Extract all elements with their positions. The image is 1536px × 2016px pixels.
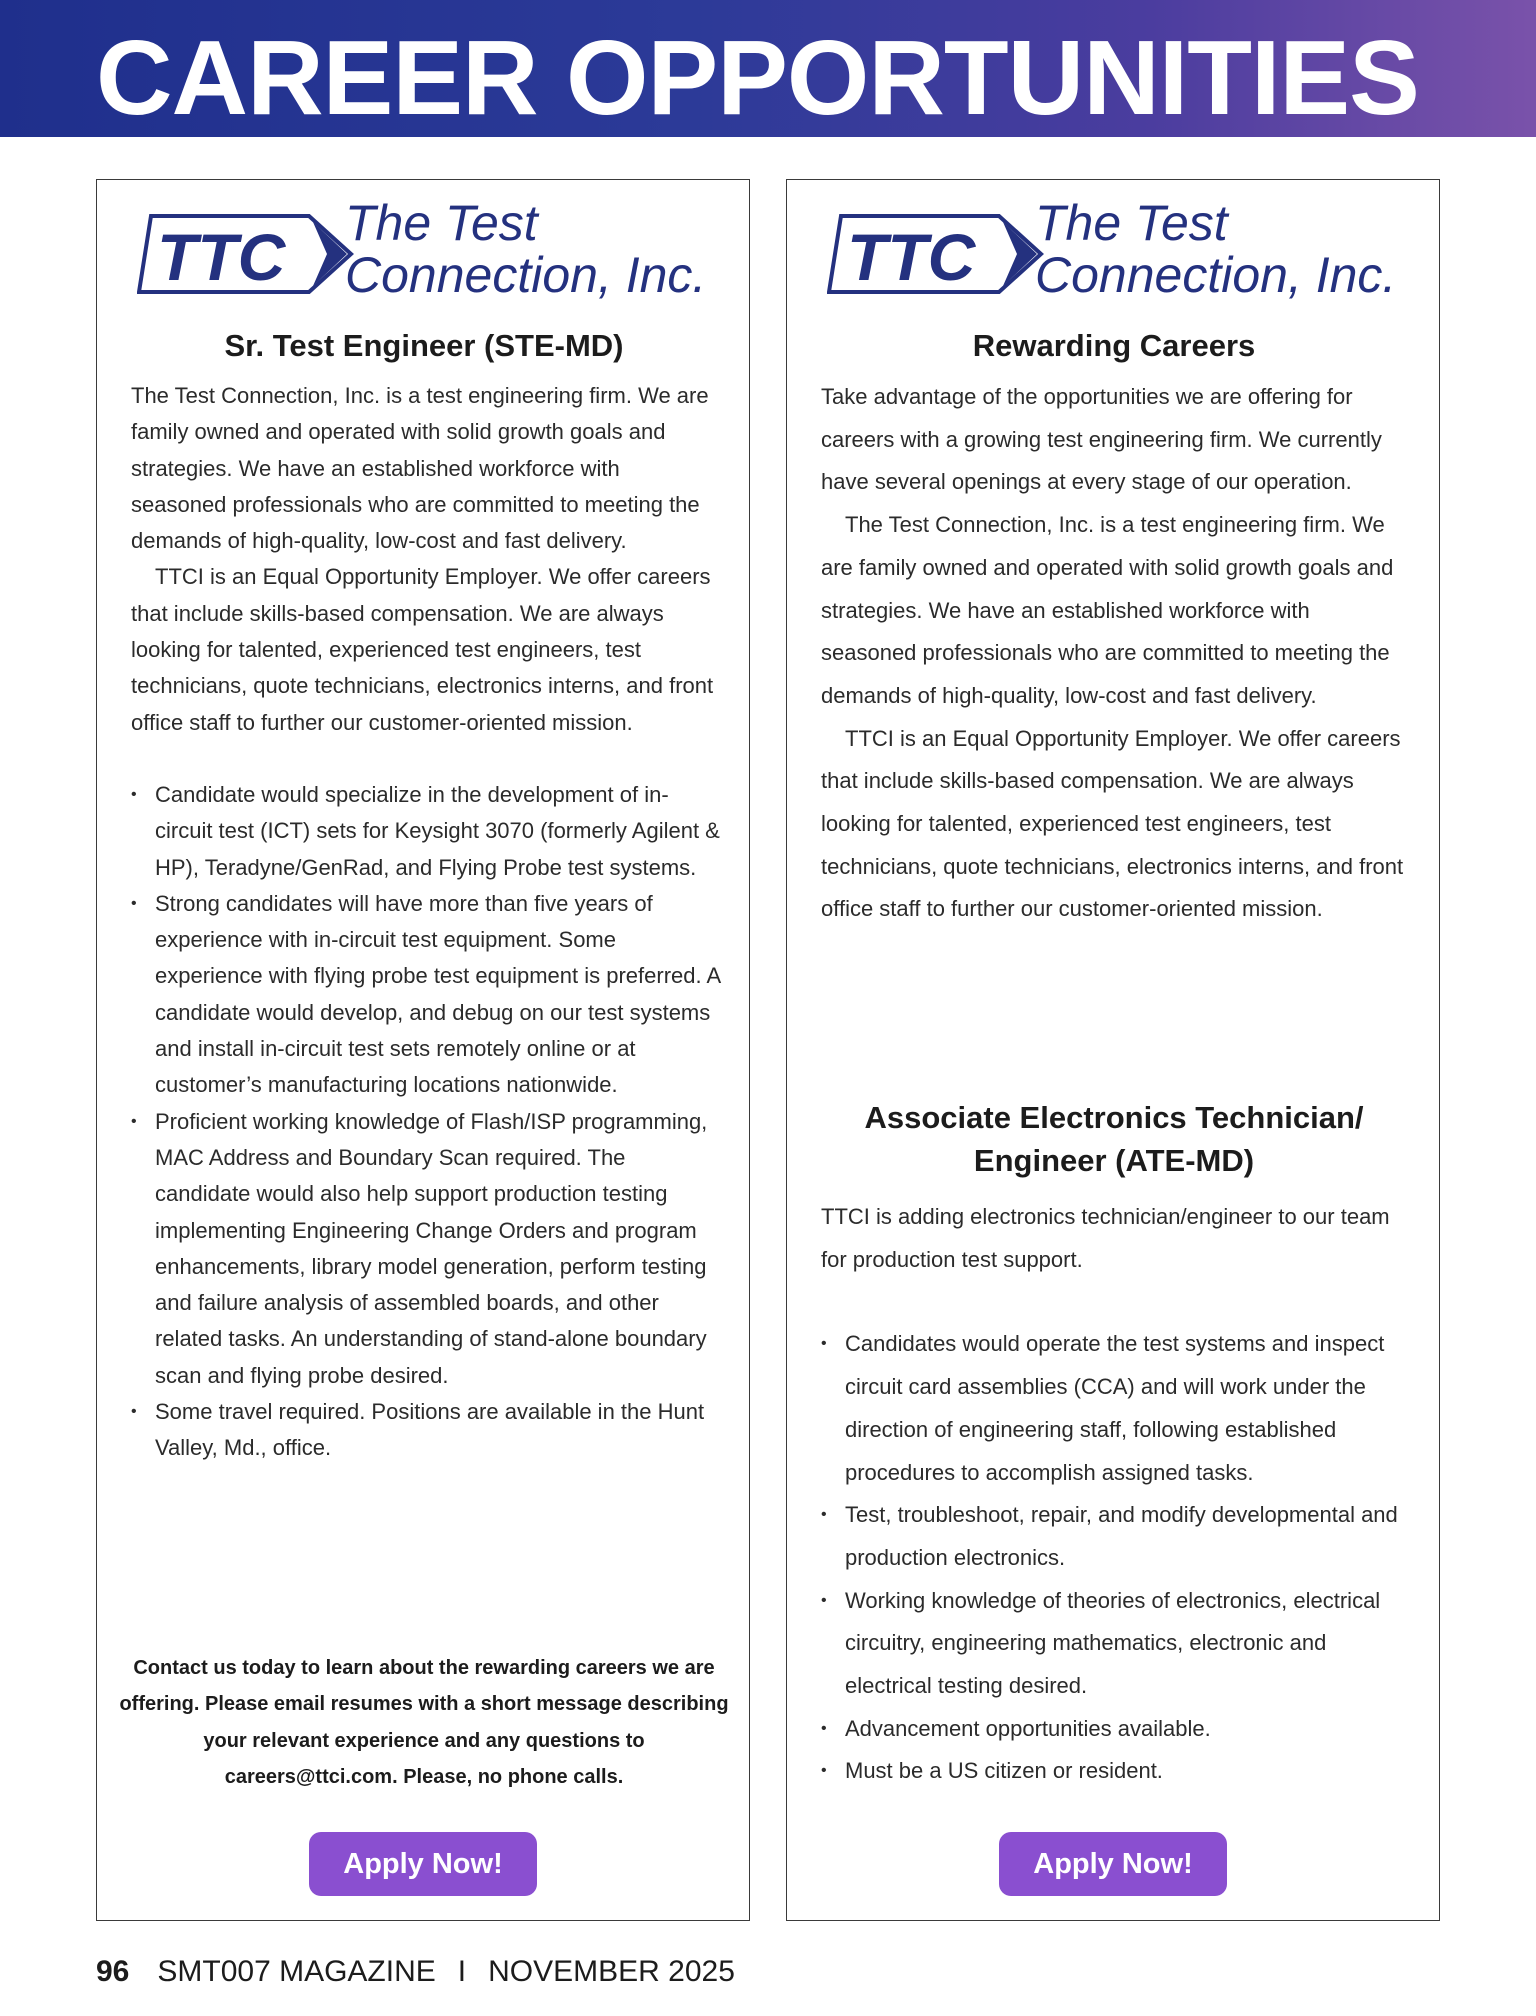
logo-line-1: The Test: [1035, 195, 1228, 251]
logo-line-2: Connection, Inc.: [345, 247, 707, 303]
list-item: • Test, troubleshoot, repair, and modify developmental and production electronics.: [821, 1494, 1411, 1579]
apply-now-button[interactable]: Apply Now!: [309, 1832, 537, 1896]
logo-wordmark: [1035, 195, 1415, 303]
paragraph: Take advantage of the opportunities we are offering for careers with a growing test engineering firm. We currently have several openings at every stage of our operation.: [821, 384, 1382, 495]
job-title: Associate Electronics Technician/ Engineer (ATE-MD): [864, 1100, 1364, 1178]
job-description: [821, 1196, 1411, 1793]
job-title: Sr. Test Engineer (STE-MD): [224, 328, 624, 363]
apply-now-button[interactable]: Apply Now!: [999, 1832, 1227, 1896]
logo-mark-text: TTC: [157, 220, 286, 294]
list-item: • Candidates would operate the test systems and inspect circuit card assemblies (CCA) and will work under the direction of engineering staff, following established procedures to accomplish assigned tasks.: [821, 1323, 1411, 1494]
job-card-sr-test-engineer: [96, 179, 750, 1921]
list-item: • Advancement opportunities available.: [821, 1708, 1411, 1751]
paragraph: TTCI is an Equal Opportunity Employer. We offer careers that include skills-based compensation. We are always looking for talented, experienced test engineers, test technicians, quote technicians, electronics interns, and front office staff to further our customer-oriented mission.: [821, 725, 1404, 922]
ttc-logo-mark-icon: [827, 208, 1047, 300]
paragraph: TTCI is adding electronics technician/engineer to our team for production test support.: [821, 1204, 1390, 1272]
paragraph: The Test Connection, Inc. is a test engineering firm. We are family owned and operated with solid growth goals and strategies. We have an established workforce with seasoned professionals who are committed to meeting the demands of high-quality, low-cost and fast delivery.: [821, 512, 1394, 708]
list-item: • Strong candidates will have more than five years of experience with in-circuit test equipment. Some experience with flying probe test equipment is preferred. A candidate would develop, and debug on our test systems and install in-circuit test sets remotely online or at customer’s manufacturing locations nationwide.: [131, 886, 721, 1104]
header-banner: [0, 0, 1536, 137]
paragraph: The Test Connection, Inc. is a test engineering firm. We are family owned and operated with solid growth goals and strategies. We have an established workforce with seasoned professionals who are committed to meeting the demands of high-quality, low-cost and fast delivery.: [131, 383, 709, 554]
issue-date: NOVEMBER 2025: [488, 1955, 735, 1988]
list-item: • Some travel required. Positions are available in the Hunt Valley, Md., office.: [131, 1394, 721, 1467]
logo-wordmark: [345, 195, 725, 303]
list-item: • Must be a US citizen or resident.: [821, 1750, 1411, 1793]
job-card-rewarding-careers: [786, 179, 1440, 1921]
section-title: Rewarding Careers: [972, 328, 1256, 363]
page-number: 96: [96, 1955, 130, 1988]
list-item: • Working knowledge of theories of electronics, electrical circuitry, engineering mathematics, electronic and electrical testing desired.: [821, 1580, 1411, 1708]
contact-note: Contact us today to learn about the rewarding careers we are offering. Please email resumes with a short message describing your relevant experience and any questions to careers@ttci.com. Please, no phone calls.: [119, 1657, 729, 1788]
list-item: • Proficient working knowledge of Flash/ISP programming, MAC Address and Boundary Scan required. The candidate would also help support production testing implementing Engineering Change Orders and program enhancements, library model generation, perform testing and failure analysis of assembled boards, and other related tasks. An understanding of stand-alone boundary scan and flying probe desired.: [131, 1104, 721, 1394]
logo-mark-text: TTC: [847, 220, 976, 294]
job-description: [131, 378, 721, 1467]
company-logo: [137, 195, 717, 306]
page-title: CAREER OPPORTUNITIES: [96, 19, 1419, 137]
careers-description: [821, 376, 1411, 931]
list-item: • Candidate would specialize in the development of in-circuit test (ICT) sets for Keysight 3070 (formerly Agilent & HP), Teradyne/GenRad, and Flying Probe test systems.: [131, 777, 721, 886]
page-footer: [96, 1952, 735, 1992]
company-logo: [827, 195, 1407, 306]
ttc-logo-mark-icon: [137, 208, 357, 300]
logo-line-2: Connection, Inc.: [1035, 247, 1397, 303]
paragraph: TTCI is an Equal Opportunity Employer. We offer careers that include skills-based compensation. We are always looking for talented, experienced test engineers, test technicians, quote technicians, electronics interns, and front office staff to further our customer-oriented mission.: [131, 564, 714, 735]
requirements-list: [821, 1323, 1411, 1793]
footer-separator: I: [457, 1955, 467, 1988]
magazine-name: SMT007 MAGAZINE: [157, 1955, 436, 1988]
requirements-list: [131, 777, 721, 1467]
logo-line-1: The Test: [345, 195, 538, 251]
